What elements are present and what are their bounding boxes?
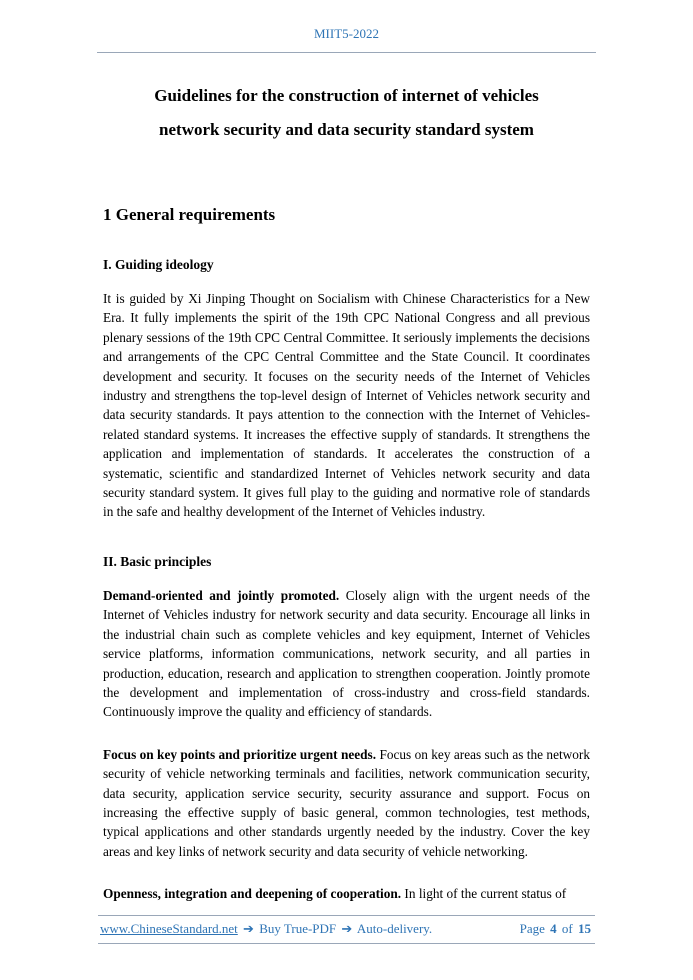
document-title — [103, 79, 590, 147]
paragraph-text: Closely align with the urgent needs of the Internet of Vehicles industry for network security and data security. Encourage all links in the industrial chain such as complete vehicles and key equipment, Internet of Vehicles service platforms, information communications, network security, and all parties in production, education, research and application to strengthen cooperation. Jointly promote the development and implementation of cross-industry and cross-field standards. Continuously improve the quality and efficiency of standards. — [103, 587, 590, 720]
paragraph-text: In light of the current status of — [404, 886, 567, 902]
paragraph-openness-integration — [103, 884, 590, 903]
page-number: 4 — [550, 921, 557, 936]
page-footer — [98, 915, 595, 944]
footer-buy-label: Buy True-PDF — [259, 921, 337, 936]
arrow-right-icon: ➔ — [243, 921, 254, 936]
of-label: of — [561, 921, 573, 936]
sub-heading-guiding-ideology: I. Guiding ideology — [103, 257, 214, 272]
document-code: MIIT5-2022 — [314, 26, 379, 41]
footer-delivery-label: Auto-delivery. — [356, 921, 433, 936]
paragraph-lead: Demand-oriented and jointly promoted. — [103, 587, 340, 603]
paragraph-lead: Openness, integration and deepening of cooperation. — [103, 886, 402, 902]
document-title-line2: network security and data security standard system — [159, 120, 534, 139]
total-pages: 15 — [578, 921, 591, 936]
page-indicator — [520, 921, 593, 937]
paragraph-text: Focus on key areas such as the network security of vehicle networking terminals and facilities, network communication security, data security, application service security, security assurance and support. Focus on increasing the effective supply of basic general, common technologies, test methods, typical applications and other standards urgently needed by the industry. Cover the key areas and key links of network security and data security of vehicle networking. — [103, 746, 590, 859]
paragraph-guiding-ideology: It is guided by Xi Jinping Thought on Socialism with Chinese Characteristics for a New Era. It fully implements the spirit of the 19th CPC National Congress and all previous plenary sessions of the 19th CPC Central Committee. It seriously implements the decisions and arrangements of the CPC Central Committee and the State Council. It coordinates development and security. It focuses on the security needs of the Internet of Vehicles industry and strengthens the top-level design of Internet of Vehicles network security and data security standards. It pays attention to the connection with the Internet of Vehicles-related standard systems. It increases the effective supply of standards. It strengthens the application and implementation of standards. It accelerates the construction of a systematic, scientific and standardized Internet of Vehicles network security and data security standard system. It gives full play to the guiding and normative role of standards in the safe and healthy development of the Internet of Vehicles industry. — [103, 291, 590, 520]
document-title-line1: Guidelines for the construction of internet of vehicles — [154, 86, 539, 105]
sub-heading-basic-principles: II. Basic principles — [103, 553, 212, 569]
paragraph-focus-key-points — [103, 745, 590, 861]
page-label: Page — [519, 921, 545, 936]
footer-bottom-divider — [98, 943, 595, 944]
paragraph-demand-oriented — [103, 586, 590, 722]
footer-promo — [100, 921, 432, 937]
section-heading: 1 General requirements — [103, 205, 276, 224]
header-divider — [97, 52, 596, 53]
arrow-right-icon: ➔ — [341, 921, 353, 936]
paragraph-lead: Focus on key points and prioritize urgent needs. — [103, 746, 377, 762]
footer-site-link[interactable]: www.ChineseStandard.net — [100, 921, 238, 936]
